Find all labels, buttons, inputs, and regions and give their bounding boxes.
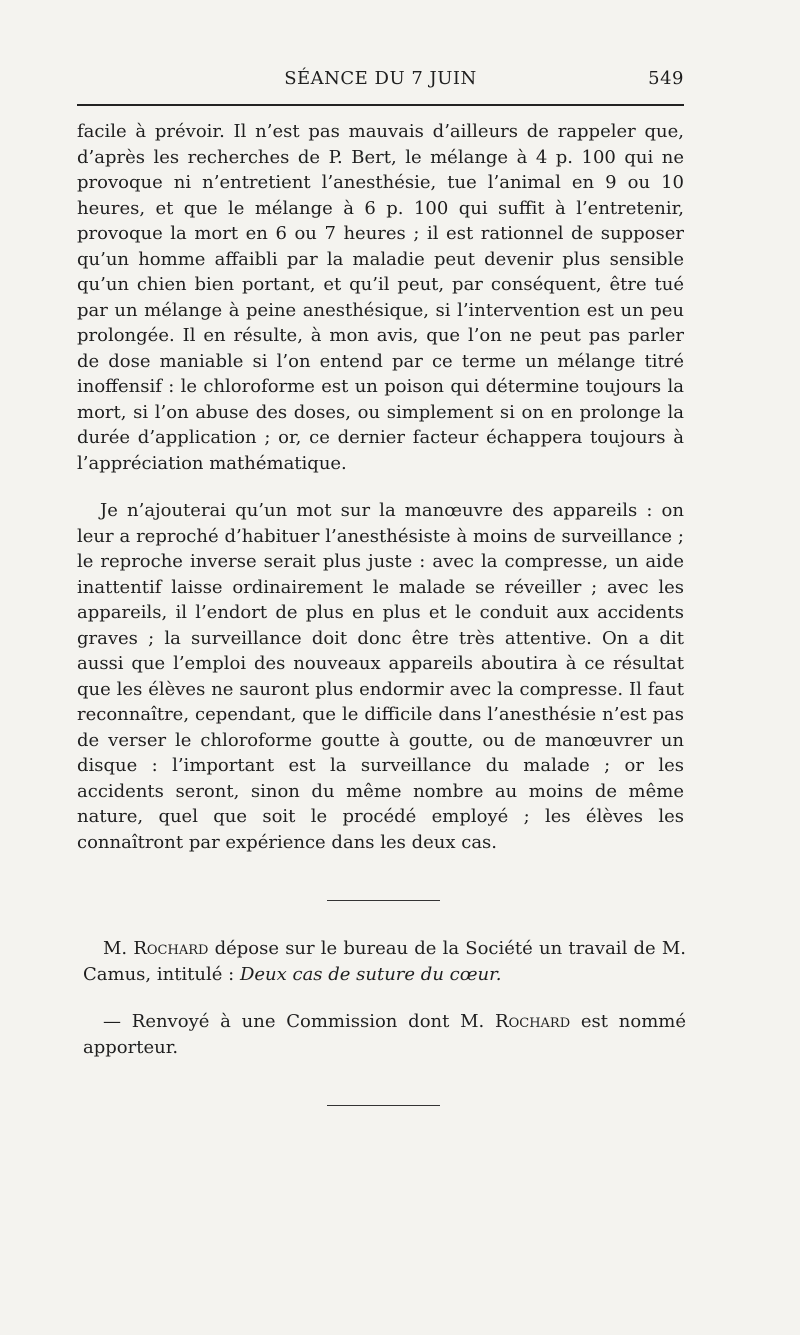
commission-prefix: — Renvoyé à une Commission dont M. (103, 1011, 496, 1032)
paragraph-anesthesia-dose: facile à prévoir. Il n’est pas mauvais d’ailleurs de rappeler que, d’après les recherches de P. Bert, le mélange à 4 p. 100 qui ne provoque ni n’entretient l’anesthésie, tue l’animal en 9 ou 10 heures, et que le mélange à 6 p. 100 qui suffit à l’entretenir, provoque la mort en 6 ou 7 heures ; il est rationnel de supposer qu’un homme affaibli par la maladie peut devenir plus sensible qu’un chien bien portant, et qu’il peut, par conséquent, être tué par un mélange à peine anesthésique, si l’intervention est un peu prolongée. Il en résulte, à mon avis, que l’on ne peut pas parler de dose maniable si l’on entend par ce terme un mélange titré inoffensif : le chloroforme est un poison qui détermine toujours la mort, si l’on abuse des doses, ou simplement si on en prolonge la durée d’application ; or, ce dernier facteur échappera toujours à l’appréciation mathématique. (77, 121, 684, 474)
deposit-text: dépose sur le bureau de la Société un travail de M. Camus, intitulé : (83, 938, 686, 985)
commission-suffix: est nommé apporteur. (83, 1011, 686, 1058)
closing-divider (327, 1105, 440, 1106)
section-divider (327, 900, 440, 901)
header-rule (77, 104, 684, 106)
work-title: Deux cas de suture du cœur. (239, 963, 502, 985)
paragraph-commission (83, 1009, 686, 1060)
page-number: 549 (648, 68, 684, 89)
session-minutes (83, 936, 686, 1060)
reporter-name: Rochard (495, 1011, 571, 1032)
running-header (77, 64, 684, 98)
paragraph-apparatus: Je n’ajouterai qu’un mot sur la manœuvre des appareils : on leur a reproché d’habituer l’anesthésiste à moins de surveillance ; le reproche inverse serait plus juste : avec la compresse, un aide inattentif laisse ordinairement le malade se réveiller ; avec les appareils, il l’endort de plus en plus et le conduit aux accidents graves ; la surveillance doit donc être très attentive. On a dit aussi que l’emploi des nouveaux appareils aboutira à ce résultat que les élèves ne sauront plus endormir avec la compresse. Il faut reconnaître, cependant, que le difficile dans l’anesthésie n’est pas de verser le chloroforme goutte à goutte, ou de manœuvrer un disque : l’important est la surveillance du malade ; or les accidents seront, sinon du même nombre au moins de même nature, quel que soit le procédé employé ; les élèves les connaîtront par expérience dans les deux cas. (77, 500, 684, 853)
author-name: Rochard (133, 938, 209, 959)
deposit-prefix: M. (103, 938, 134, 959)
main-text (77, 119, 684, 855)
paragraph-deposit (83, 936, 686, 987)
running-title: SÉANCE DU 7 JUIN (284, 68, 477, 89)
